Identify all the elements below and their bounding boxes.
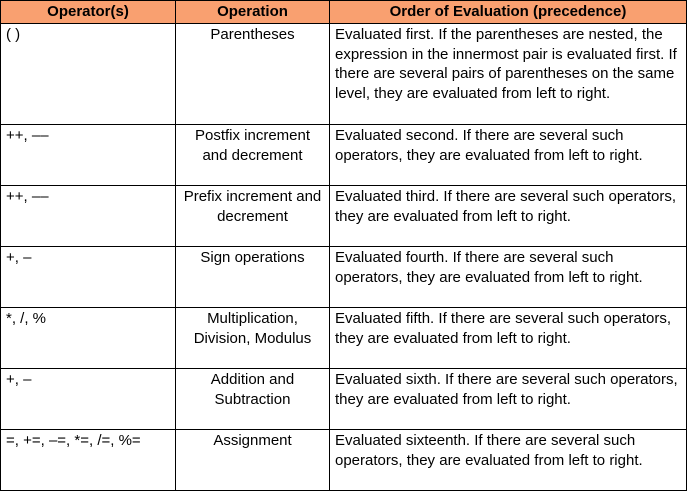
cell-operation: Assignment — [176, 430, 330, 491]
cell-operation: Addition and Subtraction — [176, 369, 330, 430]
cell-operation: Postfix increment and decrement — [176, 125, 330, 186]
cell-operation: Multiplication, Division, Modulus — [176, 308, 330, 369]
cell-order: Evaluated sixteenth. If there are several such operators, they are evaluated from left to right. — [330, 430, 687, 491]
header-row — [1, 1, 687, 24]
table-row — [1, 308, 687, 369]
cell-order: Evaluated fourth. If there are several such operators, they are evaluated from left to right. — [330, 247, 687, 308]
cell-order: Evaluated fifth. If there are several such operators, they are evaluated from left to right. — [330, 308, 687, 369]
cell-operation: Sign operations — [176, 247, 330, 308]
table-row — [1, 24, 687, 125]
cell-order: Evaluated first. If the parentheses are nested, the expression in the innermost pair is evaluated first. If there are several pairs of parentheses on the same level, they are evaluated from left to right. — [330, 24, 687, 125]
cell-order: Evaluated third. If there are several such operators, they are evaluated from left to right. — [330, 186, 687, 247]
table-row — [1, 369, 687, 430]
header-operation: Operation — [176, 1, 330, 24]
table-row — [1, 430, 687, 491]
table-body — [1, 24, 687, 491]
cell-operation: Parentheses — [176, 24, 330, 125]
header-order: Order of Evaluation (precedence) — [330, 1, 687, 24]
cell-operators: ( ) — [1, 24, 176, 125]
cell-operators: +, – — [1, 247, 176, 308]
table-header — [1, 1, 687, 24]
cell-operators: +, – — [1, 369, 176, 430]
cell-order: Evaluated sixth. If there are several such operators, they are evaluated from left to right. — [330, 369, 687, 430]
cell-operation: Prefix increment and decrement — [176, 186, 330, 247]
cell-operators: ++, –– — [1, 186, 176, 247]
cell-operators: =, +=, –=, *=, /=, %= — [1, 430, 176, 491]
table-row — [1, 247, 687, 308]
cell-operators: ++, –– — [1, 125, 176, 186]
table-row — [1, 186, 687, 247]
cell-order: Evaluated second. If there are several such operators, they are evaluated from left to right. — [330, 125, 687, 186]
table-row — [1, 125, 687, 186]
cell-operators: *, /, % — [1, 308, 176, 369]
header-operators: Operator(s) — [1, 1, 176, 24]
